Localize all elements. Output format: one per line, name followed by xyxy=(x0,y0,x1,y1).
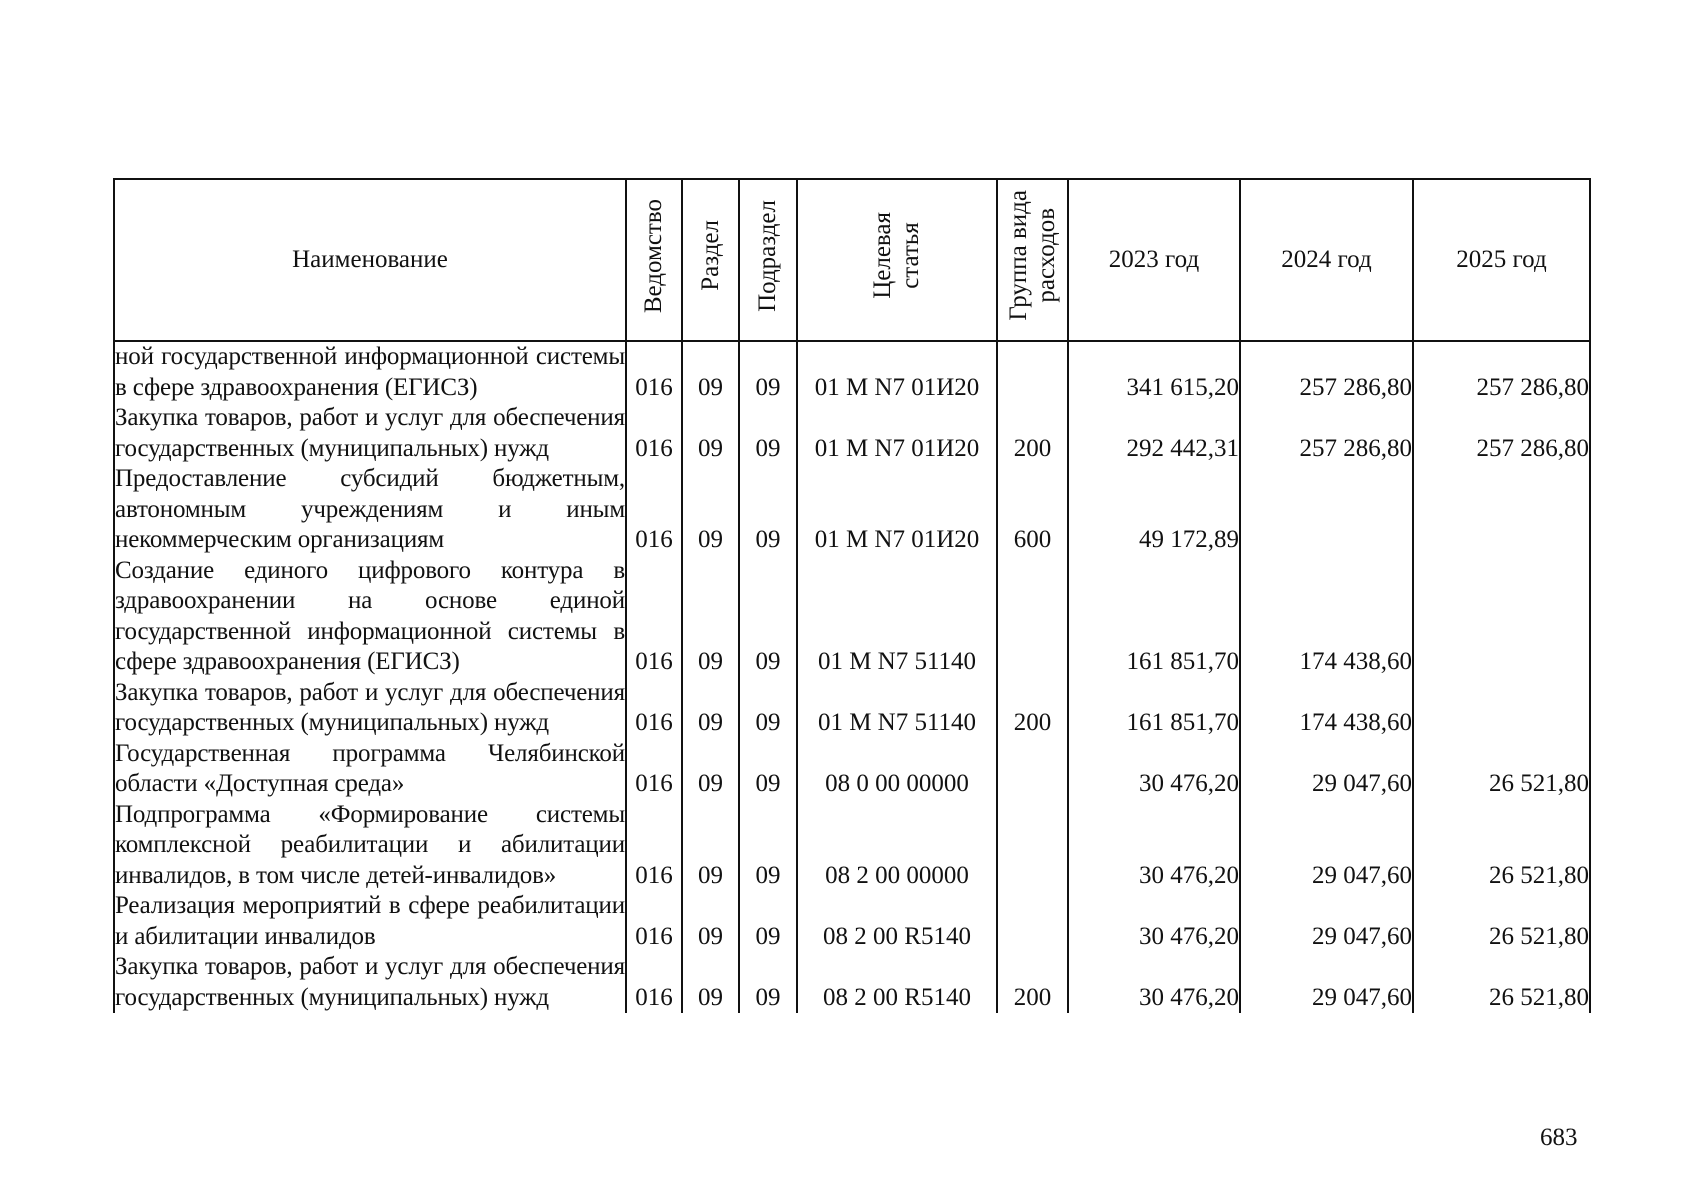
row-amount-2023: 30 476,20 xyxy=(1068,891,1240,952)
row-amount-2023: 30 476,20 xyxy=(1068,739,1240,800)
row-expense-group xyxy=(997,891,1068,952)
row-amount-2023: 30 476,20 xyxy=(1068,952,1240,1013)
row-department: 016 xyxy=(626,403,682,464)
row-expense-group xyxy=(997,800,1068,892)
row-name: Создание единого цифрового контура в здравоохранении на основе единой государственной информационной системы в сфере здравоохранения (ЕГИСЗ) xyxy=(114,556,626,678)
col-header-expense-group: Группа вида расходов xyxy=(997,179,1068,341)
row-name: Реализация мероприятий в сфере реабилитации и абилитации инвалидов xyxy=(114,891,626,952)
row-name: Закупка товаров, работ и услуг для обеспечения государственных (муниципальных) нужд xyxy=(114,952,626,1013)
row-subsection: 09 xyxy=(739,556,797,678)
row-expense-group xyxy=(997,556,1068,678)
row-subsection: 09 xyxy=(739,341,797,403)
row-department: 016 xyxy=(626,891,682,952)
row-name: Закупка товаров, работ и услуг для обеспечения государственных (муниципальных) нужд xyxy=(114,678,626,739)
row-department: 016 xyxy=(626,464,682,556)
row-section: 09 xyxy=(682,952,739,1013)
row-section: 09 xyxy=(682,403,739,464)
col-header-2023: 2023 год xyxy=(1068,179,1240,341)
row-target-article: 01 М N7 01И20 xyxy=(797,403,997,464)
row-amount-2024: 29 047,60 xyxy=(1240,891,1413,952)
row-amount-2024: 29 047,60 xyxy=(1240,800,1413,892)
table-body xyxy=(114,341,1590,1013)
row-target-article: 01 М N7 51140 xyxy=(797,678,997,739)
row-department: 016 xyxy=(626,556,682,678)
row-section: 09 xyxy=(682,341,739,403)
row-target-article: 08 2 00 R5140 xyxy=(797,891,997,952)
row-target-article: 01 М N7 01И20 xyxy=(797,464,997,556)
row-expense-group: 200 xyxy=(997,403,1068,464)
row-amount-2025 xyxy=(1413,678,1590,739)
row-department: 016 xyxy=(626,739,682,800)
row-amount-2023: 292 442,31 xyxy=(1068,403,1240,464)
row-amount-2025 xyxy=(1413,556,1590,678)
row-amount-2023: 161 851,70 xyxy=(1068,556,1240,678)
row-amount-2025: 26 521,80 xyxy=(1413,952,1590,1013)
col-header-department: Ведомство xyxy=(626,179,682,341)
row-section: 09 xyxy=(682,800,739,892)
row-subsection: 09 xyxy=(739,403,797,464)
table-row xyxy=(114,891,1590,952)
row-department: 016 xyxy=(626,678,682,739)
row-target-article: 08 2 00 00000 xyxy=(797,800,997,892)
table-header-row xyxy=(114,179,1590,341)
row-subsection: 09 xyxy=(739,678,797,739)
row-amount-2023: 161 851,70 xyxy=(1068,678,1240,739)
row-subsection: 09 xyxy=(739,800,797,892)
row-department: 016 xyxy=(626,952,682,1013)
row-amount-2024: 174 438,60 xyxy=(1240,556,1413,678)
row-amount-2023: 49 172,89 xyxy=(1068,464,1240,556)
row-name: Закупка товаров, работ и услуг для обеспечения государственных (муниципальных) нужд xyxy=(114,403,626,464)
col-header-2025: 2025 год xyxy=(1413,179,1590,341)
row-subsection: 09 xyxy=(739,464,797,556)
row-amount-2024: 257 286,80 xyxy=(1240,403,1413,464)
row-target-article: 08 2 00 R5140 xyxy=(797,952,997,1013)
row-amount-2023: 341 615,20 xyxy=(1068,341,1240,403)
row-expense-group xyxy=(997,341,1068,403)
row-department: 016 xyxy=(626,800,682,892)
row-target-article: 08 0 00 00000 xyxy=(797,739,997,800)
row-target-article: 01 М N7 01И20 xyxy=(797,341,997,403)
table-row xyxy=(114,464,1590,556)
budget-table xyxy=(113,178,1591,1013)
table-row xyxy=(114,341,1590,403)
col-header-2024: 2024 год xyxy=(1240,179,1413,341)
table-row xyxy=(114,403,1590,464)
row-amount-2024 xyxy=(1240,464,1413,556)
row-subsection: 09 xyxy=(739,952,797,1013)
row-subsection: 09 xyxy=(739,739,797,800)
table-row xyxy=(114,556,1590,678)
row-section: 09 xyxy=(682,891,739,952)
table-row xyxy=(114,678,1590,739)
row-name: Подпрограмма «Формирование системы комплексной реабилитации и абилитации инвалидов, в том числе детей-инвалидов» xyxy=(114,800,626,892)
row-amount-2024: 257 286,80 xyxy=(1240,341,1413,403)
col-header-subsection: Подраздел xyxy=(739,179,797,341)
row-amount-2025: 26 521,80 xyxy=(1413,891,1590,952)
row-amount-2024: 29 047,60 xyxy=(1240,952,1413,1013)
table-row xyxy=(114,739,1590,800)
table-row xyxy=(114,800,1590,892)
row-name: ной государственной информационной системы в сфере здравоохранения (ЕГИСЗ) xyxy=(114,341,626,403)
row-expense-group xyxy=(997,739,1068,800)
row-subsection: 09 xyxy=(739,891,797,952)
row-amount-2025 xyxy=(1413,464,1590,556)
row-department: 016 xyxy=(626,341,682,403)
col-header-name: Наименование xyxy=(114,179,626,341)
row-section: 09 xyxy=(682,464,739,556)
row-target-article: 01 М N7 51140 xyxy=(797,556,997,678)
row-section: 09 xyxy=(682,678,739,739)
row-amount-2024: 29 047,60 xyxy=(1240,739,1413,800)
row-section: 09 xyxy=(682,556,739,678)
row-amount-2025: 257 286,80 xyxy=(1413,403,1590,464)
col-header-section: Раздел xyxy=(682,179,739,341)
row-name: Государственная программа Челябинской области «Доступная среда» xyxy=(114,739,626,800)
row-section: 09 xyxy=(682,739,739,800)
col-header-target-article: Целевая статья xyxy=(797,179,997,341)
row-amount-2025: 257 286,80 xyxy=(1413,341,1590,403)
row-amount-2023: 30 476,20 xyxy=(1068,800,1240,892)
row-amount-2024: 174 438,60 xyxy=(1240,678,1413,739)
row-amount-2025: 26 521,80 xyxy=(1413,739,1590,800)
page-number: 683 xyxy=(1540,1124,1578,1151)
table-row xyxy=(114,952,1590,1013)
row-amount-2025: 26 521,80 xyxy=(1413,800,1590,892)
row-name: Предоставление субсидий бюджетным, автономным учреждениям и иным некоммерческим организациям xyxy=(114,464,626,556)
row-expense-group: 200 xyxy=(997,952,1068,1013)
row-expense-group: 200 xyxy=(997,678,1068,739)
row-expense-group: 600 xyxy=(997,464,1068,556)
